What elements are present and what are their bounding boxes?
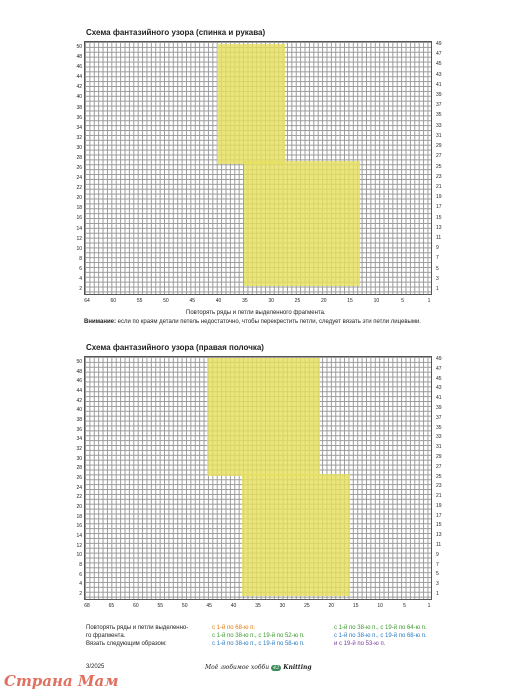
instruction-line: Вязать следующим образом:	[86, 641, 167, 647]
row-number: 45	[436, 61, 442, 68]
row-numbers-right	[436, 356, 448, 600]
row-number: 4	[79, 581, 82, 588]
section-name: Knitting	[283, 664, 312, 671]
column-number: 30	[279, 603, 286, 609]
page-number: 42	[273, 665, 280, 671]
magazine-name	[205, 664, 312, 671]
column-number: 50	[181, 603, 188, 609]
row-number: 28	[76, 154, 82, 161]
row-number: 3	[436, 581, 439, 588]
instruction-line: с 1-й по 38-ю п., с 19-й по 68-ю п.	[334, 633, 427, 639]
row-numbers-left	[72, 41, 82, 295]
instruction-line: с 1-й по 38-ю п., с 19-й по 52-ю п.	[212, 633, 305, 639]
row-number: 31	[436, 132, 442, 139]
column-number: 10	[377, 603, 383, 609]
row-number: 7	[436, 255, 439, 262]
instructions-left	[86, 624, 188, 648]
row-number: 49	[436, 41, 442, 47]
column-number: 50	[163, 298, 169, 304]
row-numbers-left	[72, 356, 82, 600]
row-number: 33	[436, 434, 442, 441]
magazine-title: Моё любимое хобби	[205, 664, 270, 671]
row-number: 2	[79, 286, 82, 292]
row-number: 22	[76, 185, 82, 192]
repeat-highlight	[244, 161, 360, 286]
row-number: 10	[76, 552, 82, 559]
row-number: 9	[436, 245, 439, 252]
row-number: 36	[76, 114, 82, 121]
chart2-title: Схема фантазийного узора (правая полочка)	[86, 343, 264, 352]
row-number: 6	[79, 265, 82, 272]
row-number: 45	[436, 375, 442, 382]
row-number: 41	[436, 81, 442, 88]
row-number: 5	[436, 265, 439, 272]
row-number: 40	[76, 407, 82, 414]
column-number: 55	[136, 298, 143, 304]
column-number: 25	[304, 603, 310, 609]
row-number: 1	[436, 591, 439, 597]
instruction-line: с 1-й по 38-ю п., с 19-й по 58-ю п.	[212, 641, 305, 647]
row-number: 26	[76, 475, 82, 481]
row-number: 36	[76, 426, 82, 433]
row-number: 47	[436, 51, 442, 58]
knitting-chart-right-front	[76, 356, 442, 609]
row-number: 22	[76, 494, 82, 501]
row-number: 11	[436, 234, 442, 241]
instructions-right	[334, 624, 427, 648]
row-number: 25	[436, 473, 442, 480]
row-number: 10	[76, 245, 82, 252]
column-number: 64	[84, 298, 90, 304]
row-number: 33	[436, 122, 442, 129]
row-number: 21	[436, 493, 442, 500]
row-number: 42	[76, 84, 82, 91]
row-number: 18	[76, 513, 82, 520]
row-number: 32	[76, 446, 82, 452]
row-number: 9	[436, 551, 439, 558]
row-number: 26	[76, 165, 82, 171]
row-number: 8	[79, 562, 82, 568]
column-number: 30	[268, 298, 274, 304]
column-number: 5	[401, 298, 405, 304]
column-number: 60	[110, 298, 117, 304]
warning-label: Внимание:	[84, 319, 116, 325]
row-number: 19	[436, 502, 442, 509]
row-number: 46	[76, 64, 82, 71]
column-number: 1	[427, 298, 431, 304]
row-number: 14	[76, 533, 82, 539]
row-number: 34	[76, 124, 82, 131]
column-number: 20	[320, 298, 327, 304]
column-number: 35	[242, 298, 248, 304]
row-number: 35	[436, 424, 442, 431]
row-number: 19	[436, 194, 442, 201]
row-number: 6	[79, 571, 82, 578]
row-number: 41	[436, 395, 442, 402]
repeat-highlight	[207, 358, 320, 476]
column-number: 15	[352, 603, 359, 609]
row-number: 7	[436, 561, 439, 568]
row-number: 4	[79, 275, 82, 282]
column-number: 55	[157, 603, 164, 609]
row-number: 32	[76, 134, 82, 141]
row-number: 21	[436, 183, 442, 190]
row-number: 34	[76, 436, 82, 443]
row-number: 16	[76, 215, 82, 222]
column-number: 68	[84, 603, 90, 609]
row-number: 23	[436, 173, 442, 180]
column-number: 5	[403, 603, 406, 609]
row-number: 38	[76, 104, 82, 111]
row-number: 43	[436, 71, 442, 78]
row-number: 37	[436, 102, 442, 109]
row-numbers-right	[436, 41, 448, 295]
row-number: 48	[76, 368, 82, 375]
row-number: 43	[436, 385, 442, 392]
row-number: 30	[76, 455, 82, 462]
row-number: 17	[436, 204, 442, 211]
row-number: 8	[79, 255, 82, 262]
row-number: 2	[79, 591, 82, 597]
row-number: 18	[76, 205, 82, 212]
column-number: 10	[373, 298, 380, 304]
row-number: 46	[76, 378, 82, 385]
row-number: 38	[76, 417, 82, 423]
column-number: 45	[189, 298, 195, 304]
row-number: 12	[76, 542, 82, 549]
column-number: 15	[347, 298, 353, 304]
row-number: 13	[436, 224, 442, 231]
chart1-title: Схема фантазийного узора (спинка и рукава)	[86, 28, 266, 37]
row-number: 23	[436, 483, 442, 490]
row-number: 16	[76, 523, 82, 530]
row-number: 24	[76, 175, 82, 182]
row-number: 28	[76, 465, 82, 472]
row-number: 42	[76, 397, 82, 404]
warning-text: если по краям детали петель недостаточно, чтобы перекрестить петли, следует вязать эти петли лицевыми.	[117, 319, 421, 325]
instruction-line: с 1-й по 68-ю п.	[212, 625, 256, 631]
row-number: 13	[436, 532, 442, 539]
repeat-highlight	[242, 474, 350, 596]
row-number: 44	[76, 74, 82, 81]
column-number: 25	[294, 298, 301, 304]
row-number: 40	[76, 94, 82, 101]
instruction-line: Повторять ряды и петли выделенно-	[86, 625, 189, 631]
instructions-mid	[212, 624, 305, 648]
column-number: 40	[230, 603, 237, 609]
row-number: 49	[436, 356, 442, 362]
repeat-note: Повторять ряды и петли выделенного фрагмента.	[186, 310, 326, 316]
column-number: 40	[215, 298, 222, 304]
row-number: 37	[436, 414, 442, 421]
column-number: 35	[255, 603, 261, 609]
row-number: 11	[436, 542, 442, 549]
row-number: 44	[76, 388, 82, 394]
row-number: 25	[436, 163, 442, 170]
row-number: 47	[436, 365, 442, 372]
row-number: 35	[436, 112, 442, 119]
row-number: 17	[436, 512, 442, 519]
knitting-chart-back-sleeves	[76, 41, 442, 304]
warning-note	[84, 319, 421, 325]
instruction-line: с 1-й по 38-ю п., с 19-й по 64-ю п.	[334, 625, 427, 631]
row-number: 30	[76, 144, 82, 151]
row-number: 27	[436, 153, 442, 160]
column-number: 20	[328, 603, 335, 609]
row-number: 5	[436, 571, 439, 578]
issue-number: 3/2025	[86, 664, 105, 670]
row-number: 12	[76, 235, 82, 242]
row-number: 39	[436, 404, 442, 411]
row-number: 31	[436, 444, 442, 451]
column-number: 60	[133, 603, 139, 609]
row-number: 15	[436, 214, 442, 221]
column-number: 1	[427, 603, 431, 609]
row-number: 39	[436, 92, 442, 99]
row-number: 20	[76, 195, 82, 202]
row-number: 15	[436, 522, 442, 529]
row-number: 14	[76, 225, 82, 232]
row-number: 1	[436, 286, 439, 292]
row-number: 48	[76, 54, 82, 61]
row-number: 29	[436, 143, 442, 150]
row-number: 50	[76, 359, 82, 365]
column-numbers	[84, 298, 432, 304]
row-number: 29	[436, 453, 442, 460]
column-numbers	[84, 603, 432, 609]
instruction-line: го фрагмента.	[86, 633, 126, 639]
watermark-logo: Страна Мам	[4, 672, 119, 690]
row-number: 20	[76, 504, 82, 510]
column-number: 45	[206, 603, 212, 609]
row-number: 27	[436, 463, 442, 470]
repeat-highlight	[217, 44, 285, 164]
row-number: 24	[76, 484, 82, 491]
row-number: 3	[436, 275, 439, 282]
column-number: 65	[108, 603, 115, 609]
instruction-line: и с 19-й по 53-ю п.	[334, 641, 386, 647]
row-number: 50	[76, 44, 82, 50]
